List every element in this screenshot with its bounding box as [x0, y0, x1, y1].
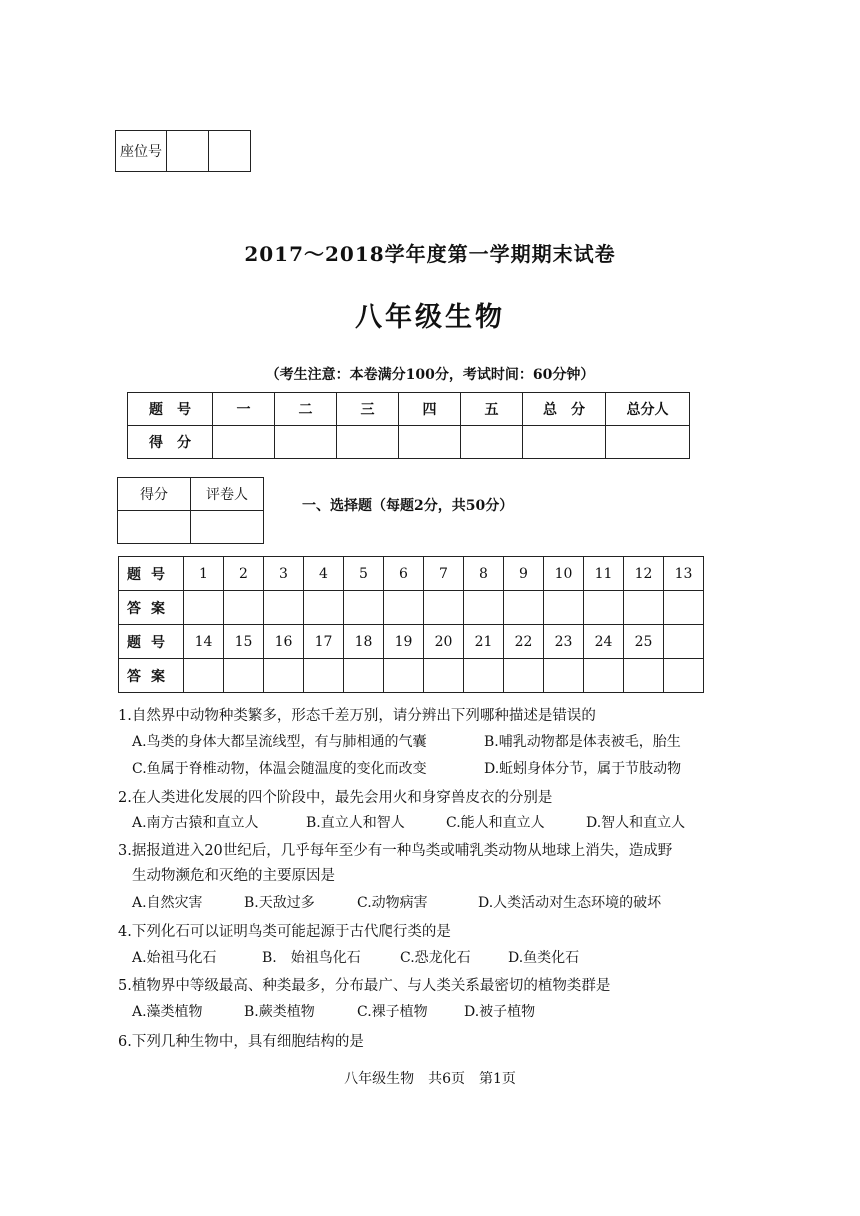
- grader-score-label: 得分: [118, 478, 191, 511]
- question-number: 17: [304, 625, 344, 659]
- answer-cell[interactable]: [624, 659, 664, 693]
- answer-grid-label: 答案: [119, 659, 184, 693]
- question-number: 24: [584, 625, 624, 659]
- question-number: 8: [464, 557, 504, 591]
- question-stem-continued: 生动物濒危和灭绝的主要原因是: [132, 868, 335, 884]
- answer-cell[interactable]: [424, 591, 464, 625]
- score-header-cell: 一: [213, 393, 275, 426]
- seat-label: 座位号: [116, 131, 167, 172]
- question-number: 19: [384, 625, 424, 659]
- score-cell[interactable]: [337, 426, 399, 459]
- answer-grid-label: 答案: [119, 591, 184, 625]
- section-title: 一、选择题（每题2分，共50分）: [302, 498, 514, 514]
- answer-cell[interactable]: [544, 659, 584, 693]
- answer-cell[interactable]: [224, 659, 264, 693]
- question-number: 20: [424, 625, 464, 659]
- score-cell[interactable]: [461, 426, 523, 459]
- grader-box: [117, 477, 264, 544]
- question-stem: 5.植物界中等级最高、种类最多，分布最广、与人类关系最密切的植物类群是: [118, 978, 611, 994]
- option-text: B.哺乳动物都是体表被毛，胎生: [484, 734, 681, 750]
- answer-cell[interactable]: [584, 659, 624, 693]
- question-stem: 6.下列几种生物中，具有细胞结构的是: [118, 1034, 364, 1050]
- answer-cell[interactable]: [184, 591, 224, 625]
- score-header-cell: 二: [275, 393, 337, 426]
- option-text: C.裸子植物: [357, 1004, 428, 1020]
- question-number: 10: [544, 557, 584, 591]
- answer-cell[interactable]: [344, 659, 384, 693]
- question-stem: 1.自然界中动物种类繁多，形态千差万别，请分辨出下列哪种描述是错误的: [118, 708, 596, 724]
- answer-cell[interactable]: [464, 591, 504, 625]
- question-stem: 4.下列化石可以证明鸟类可能起源于古代爬行类的是: [118, 924, 451, 940]
- score-cell[interactable]: [275, 426, 337, 459]
- score-header-cell: 四: [399, 393, 461, 426]
- question-number: 23: [544, 625, 584, 659]
- question-number: [664, 625, 704, 659]
- answer-cell[interactable]: [304, 591, 344, 625]
- question-stem: 2.在人类进化发展的四个阶段中，最先会用火和身穿兽皮衣的分别是: [118, 790, 553, 806]
- option-text: D.鱼类化石: [508, 950, 580, 966]
- grader-name-label: 评卷人: [191, 478, 264, 511]
- page-footer: 八年级生物 共6页 第1页: [344, 1071, 516, 1087]
- score-header-cell: 三: [337, 393, 399, 426]
- question-number: 12: [624, 557, 664, 591]
- grader-score-cell[interactable]: [118, 511, 191, 544]
- question-number: 5: [344, 557, 384, 591]
- score-header-cell: 总 分: [523, 393, 606, 426]
- question-number: 25: [624, 625, 664, 659]
- score-header-cell: 总分人: [606, 393, 690, 426]
- answer-cell[interactable]: [624, 591, 664, 625]
- answer-input-row: [119, 591, 704, 625]
- answer-cell[interactable]: [544, 591, 584, 625]
- answer-cell[interactable]: [464, 659, 504, 693]
- answer-grid: [118, 556, 704, 693]
- question-number: 7: [424, 557, 464, 591]
- answer-cell[interactable]: [264, 659, 304, 693]
- score-header-cell: 题 号: [128, 393, 213, 426]
- exam-title: 2017～2018学年度第一学期期末试卷: [244, 242, 616, 266]
- answer-cell[interactable]: [384, 591, 424, 625]
- answer-cell[interactable]: [664, 591, 704, 625]
- option-text: A.鸟类的身体大都呈流线型，有与肺相通的气囊: [132, 734, 427, 750]
- answer-grid-label: 题号: [119, 557, 184, 591]
- grader-name-cell[interactable]: [191, 511, 264, 544]
- option-text: D.智人和直立人: [586, 815, 686, 831]
- seat-number-box: [115, 130, 251, 172]
- score-header-cell: 五: [461, 393, 523, 426]
- seat-digit-box[interactable]: [167, 131, 209, 172]
- seat-digit-box[interactable]: [209, 131, 251, 172]
- answer-cell[interactable]: [344, 591, 384, 625]
- question-number: 11: [584, 557, 624, 591]
- score-header-row: [128, 393, 690, 426]
- score-cell[interactable]: [399, 426, 461, 459]
- question-number: 4: [304, 557, 344, 591]
- answer-cell[interactable]: [424, 659, 464, 693]
- score-summary-table: [127, 392, 690, 459]
- question-number: 22: [504, 625, 544, 659]
- option-text: A.藻类植物: [132, 1004, 203, 1020]
- score-cell[interactable]: [523, 426, 606, 459]
- question-number: 2: [224, 557, 264, 591]
- option-text: D.蚯蚓身体分节，属于节肢动物: [484, 761, 682, 777]
- question-stem: 3.据报道进入20世纪后，几乎每年至少有一种鸟类或哺乳类动物从地球上消失，造成野: [118, 843, 673, 859]
- answer-cell[interactable]: [224, 591, 264, 625]
- option-text: A.始祖马化石: [132, 950, 217, 966]
- score-value-row: [128, 426, 690, 459]
- option-text: D.被子植物: [464, 1004, 536, 1020]
- option-text: A.自然灾害: [132, 895, 203, 911]
- question-number: 3: [264, 557, 304, 591]
- answer-cell[interactable]: [504, 659, 544, 693]
- answer-cell[interactable]: [184, 659, 224, 693]
- answer-cell[interactable]: [664, 659, 704, 693]
- question-number: 13: [664, 557, 704, 591]
- answer-grid-label: 题号: [119, 625, 184, 659]
- question-number: 1: [184, 557, 224, 591]
- option-text: B.蕨类植物: [244, 1004, 315, 1020]
- score-row-label: 得 分: [128, 426, 213, 459]
- answer-cell[interactable]: [264, 591, 304, 625]
- option-text: B.天敌过多: [244, 895, 315, 911]
- answer-cell[interactable]: [384, 659, 424, 693]
- answer-cell[interactable]: [504, 591, 544, 625]
- question-number: 9: [504, 557, 544, 591]
- exam-notice: （考生注意：本卷满分100分，考试时间：60分钟）: [265, 367, 595, 383]
- score-cell[interactable]: [213, 426, 275, 459]
- option-text: B.直立人和智人: [306, 815, 405, 831]
- option-text: A.南方古猿和直立人: [132, 815, 259, 831]
- question-number: 6: [384, 557, 424, 591]
- answer-cell[interactable]: [584, 591, 624, 625]
- option-text: C.能人和直立人: [446, 815, 545, 831]
- question-number: 16: [264, 625, 304, 659]
- option-text: D.人类活动对生态环境的破坏: [478, 895, 662, 911]
- exam-subject: 八年级生物: [355, 302, 505, 333]
- option-text: B. 始祖鸟化石: [262, 950, 361, 966]
- question-number: 18: [344, 625, 384, 659]
- question-number: 21: [464, 625, 504, 659]
- score-cell[interactable]: [606, 426, 690, 459]
- answer-number-row: [119, 557, 704, 591]
- answer-number-row: [119, 625, 704, 659]
- question-number: 14: [184, 625, 224, 659]
- option-text: C.恐龙化石: [400, 950, 471, 966]
- option-text: C.鱼属于脊椎动物，体温会随温度的变化而改变: [132, 761, 427, 777]
- question-number: 15: [224, 625, 264, 659]
- answer-input-row: [119, 659, 704, 693]
- option-text: C.动物病害: [357, 895, 428, 911]
- answer-cell[interactable]: [304, 659, 344, 693]
